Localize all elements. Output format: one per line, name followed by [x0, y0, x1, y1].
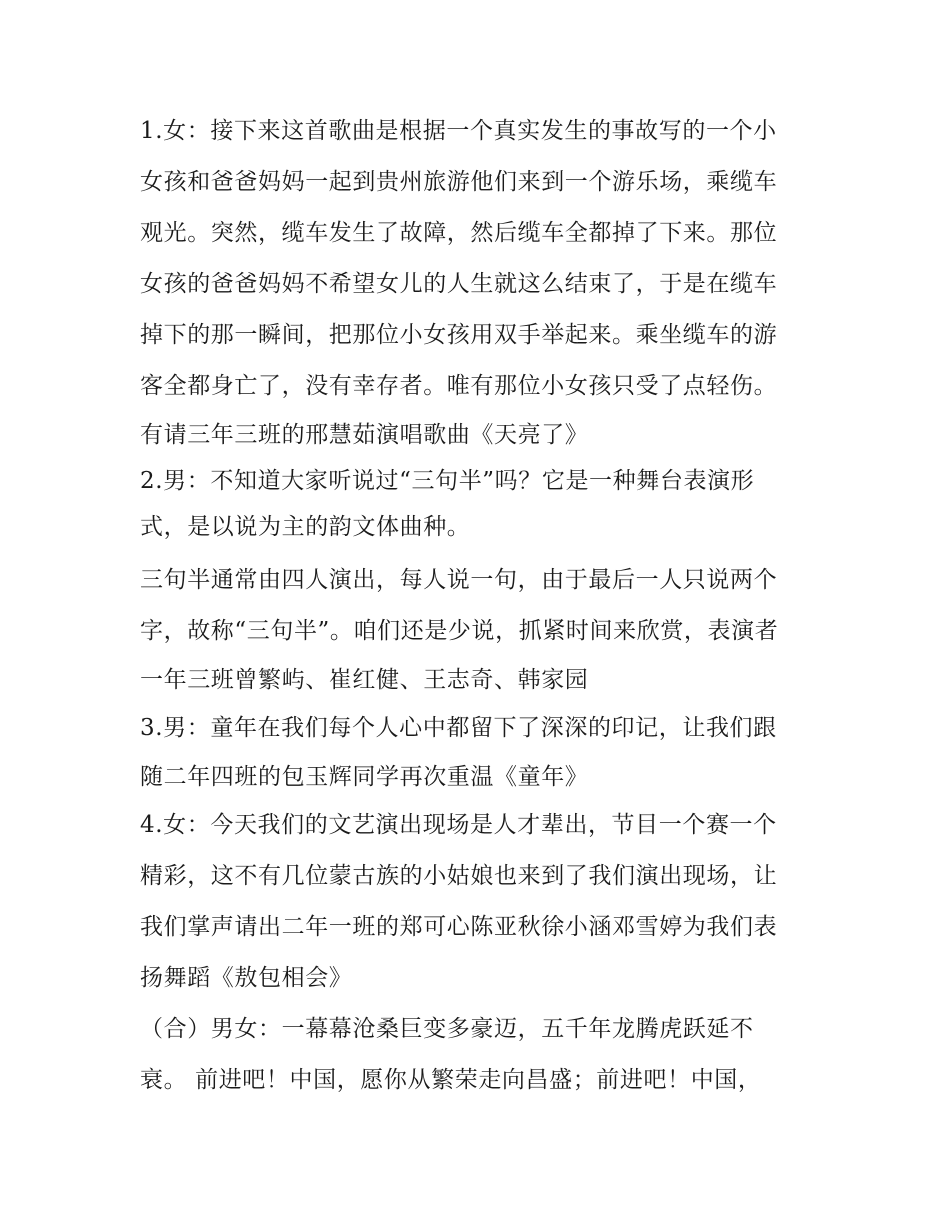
text-line: 2.男：不知道大家听说过“三句半”吗？它是一种舞台表演形: [140, 468, 755, 494]
text-line: 1.女：接下来这首歌曲是根据一个真实发生的事故写的一个小: [140, 118, 777, 144]
text-line: 4.女：今天我们的文艺演出现场是人才辈出，节目一个赛一个: [140, 812, 777, 838]
text-line: 三句半通常由四人演出，每人说一句，由于最后一人只说两个: [140, 567, 778, 593]
text-line: 女孩和爸爸妈妈一起到贵州旅游他们来到一个游乐场，乘缆车: [140, 169, 778, 195]
text-line: 式，是以说为主的韵文体曲种。: [140, 514, 471, 540]
text-line: 我们掌声请出二年一班的郑可心陈亚秋徐小涵邓雪婷为我们表: [140, 914, 778, 940]
text-line: 扬舞蹈《敖包相会》: [140, 965, 353, 991]
script-text-body: [140, 106, 820, 1106]
text-line: 精彩，这不有几位蒙古族的小姑娘也来到了我们演出现场，让: [140, 863, 778, 889]
text-line: 观光。突然，缆车发生了故障，然后缆车全都掉了下来。那位: [140, 220, 778, 246]
text-line: 客全都身亡了，没有幸存者。唯有那位小女孩只受了点轻伤。: [140, 373, 778, 399]
text-line: （合）男女：一幕幕沧桑巨变多豪迈，五千年龙腾虎跃延不: [140, 1016, 754, 1042]
text-line: 掉下的那一瞬间，把那位小女孩用双手举起来。乘坐缆车的游: [140, 322, 778, 348]
text-line: 3.男：童年在我们每个人心中都留下了深深的印记，让我们跟: [140, 715, 777, 741]
text-line: 字，故称“三句半”。咱们还是少说，抓紧时间来欣赏，表演者: [140, 618, 779, 644]
text-line: 女孩的爸爸妈妈不希望女儿的人生就这么结束了，于是在缆车: [140, 271, 778, 297]
text-line: 一年三班曾繁屿、崔红健、王志奇、韩家园: [140, 667, 589, 693]
text-line: 有请三年三班的邢慧茹演唱歌曲《天亮了》: [140, 422, 589, 448]
text-line: 衰。 前进吧！中国，愿你从繁荣走向昌盛；前进吧！中国，: [140, 1067, 762, 1093]
text-line: 随二年四班的包玉辉同学再次重温《童年》: [140, 764, 589, 790]
